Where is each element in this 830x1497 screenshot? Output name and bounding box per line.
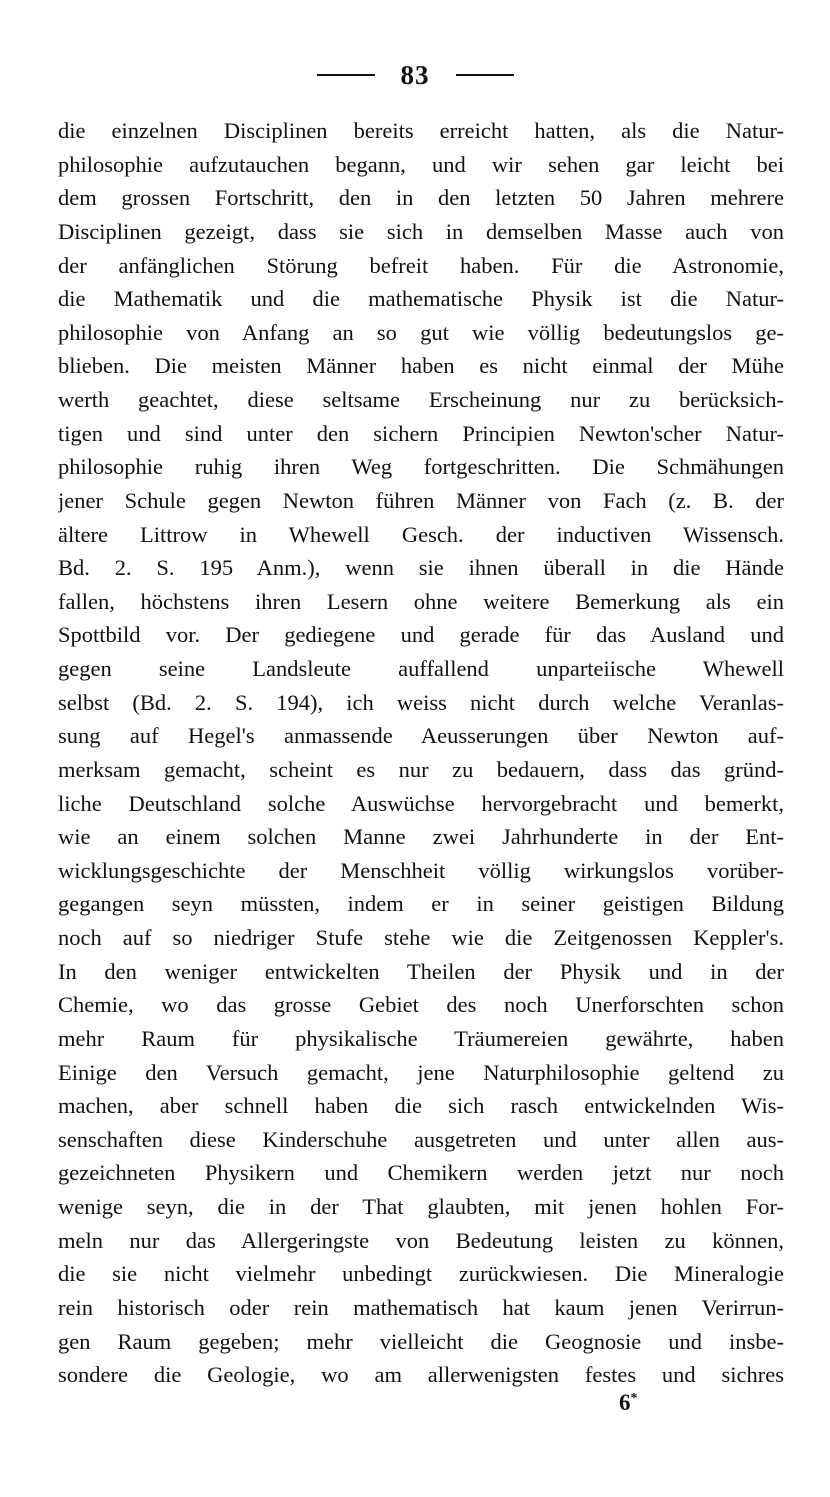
- text-line: mehr Raum für physikalische Träumereien gewährte, haben: [58, 1025, 784, 1051]
- text-line: In den weniger entwickelten Theilen der Physik und in der: [58, 958, 784, 984]
- text-line: sondere die Geologie, wo am allerwenigsten festes und sichres: [58, 1362, 784, 1388]
- text-line: jener Schule gegen Newton führen Männer von Fach (z. B. der: [58, 487, 784, 513]
- text-line: selbst (Bd. 2. S. 194), ich weiss nicht durch welche Veranlas-: [58, 689, 784, 715]
- text-line: senschaften diese Kinderschuhe ausgetreten und unter allen aus-: [58, 1126, 784, 1152]
- text-line: Bd. 2. S. 195 Anm.), wenn sie ihnen überall in die Hände: [58, 555, 784, 581]
- text-line: Chemie, wo das grosse Gebiet des noch Unerforschten schon: [58, 992, 784, 1018]
- text-line: meln nur das Allergeringste von Bedeutung leisten zu können,: [58, 1227, 784, 1253]
- signature-mark: [619, 1390, 638, 1416]
- text-line: blieben. Die meisten Männer haben es nicht einmal der Mühe: [58, 353, 784, 379]
- text-line: die sie nicht vielmehr unbedingt zurückwiesen. Die Mineralogie: [58, 1261, 784, 1287]
- header-rule-left: [317, 74, 375, 76]
- header-rule-right: [456, 74, 514, 76]
- text-line: Disciplinen gezeigt, dass sie sich in demselben Masse auch von: [58, 218, 784, 244]
- text-line: liche Deutschland solche Auswüchse hervorgebracht und bemerkt,: [58, 790, 784, 816]
- text-line: gen Raum gegeben; mehr vielleicht die Geognosie und insbe-: [58, 1328, 784, 1354]
- text-line: wicklungsgeschichte der Menschheit völlig wirkungslos vorüber-: [58, 857, 784, 883]
- page-number: 83: [400, 59, 430, 90]
- text-line: philosophie aufzutauchen begann, und wir sehen gar leicht bei: [58, 151, 784, 177]
- text-line: die einzelnen Disciplinen bereits erreicht hatten, als die Natur-: [58, 118, 784, 143]
- text-line: werth geachtet, diese seltsame Erscheinung nur zu berücksich-: [58, 387, 784, 412]
- text-line: dem grossen Fortschritt, den in den letzten 50 Jahren mehrere: [58, 185, 784, 211]
- text-line: philosophie von Anfang an so gut wie völlig bedeutungslos ge-: [58, 319, 784, 345]
- page-header: [0, 58, 830, 92]
- text-line: wenige seyn, die in der That glaubten, mit jenen hohlen For-: [58, 1194, 784, 1219]
- text-line: ältere Littrow in Whewell Gesch. der inductiven Wissensch.: [58, 521, 784, 547]
- text-line: tigen und sind unter den sichern Principien Newton'scher Natur-: [58, 420, 784, 446]
- text-line: die Mathematik und die mathematische Physik ist die Natur-: [58, 286, 784, 312]
- text-line: Einige den Versuch gemacht, jene Naturphilosophie geltend zu: [58, 1059, 784, 1085]
- text-line: wie an einem solchen Manne zwei Jahrhunderte in der Ent-: [58, 824, 784, 850]
- signature-star: *: [630, 1391, 638, 1406]
- body-text: [58, 114, 784, 1392]
- text-line: der anfänglichen Störung befreit haben. Für die Astronomie,: [58, 252, 784, 278]
- text-line: machen, aber schnell haben die sich rasch entwickelnden Wis-: [58, 1093, 784, 1119]
- text-line: gegangen seyn müssten, indem er in seiner geistigen Bildung: [58, 891, 784, 917]
- text-line: philosophie ruhig ihren Weg fortgeschritten. Die Schmähungen: [58, 454, 784, 480]
- text-line: noch auf so niedriger Stufe stehe wie die Zeitgenossen Keppler's.: [58, 925, 784, 950]
- text-line: merksam gemacht, scheint es nur zu bedauern, dass das gründ-: [58, 756, 784, 782]
- text-line: gegen seine Landsleute auffallend unparteiische Whewell: [58, 656, 784, 681]
- text-line: gezeichneten Physikern und Chemikern werden jetzt nur noch: [58, 1160, 784, 1186]
- signature-number: 6: [619, 1390, 631, 1415]
- text-line: rein historisch oder rein mathematisch hat kaum jenen Verirrun-: [58, 1294, 784, 1320]
- text-line: sung auf Hegel's anmassende Aeusserungen über Newton auf-: [58, 723, 784, 749]
- text-line: fallen, höchstens ihren Lesern ohne weitere Bemerkung als ein: [58, 588, 784, 614]
- text-line: Spottbild vor. Der gediegene und gerade für das Ausland und: [58, 622, 784, 648]
